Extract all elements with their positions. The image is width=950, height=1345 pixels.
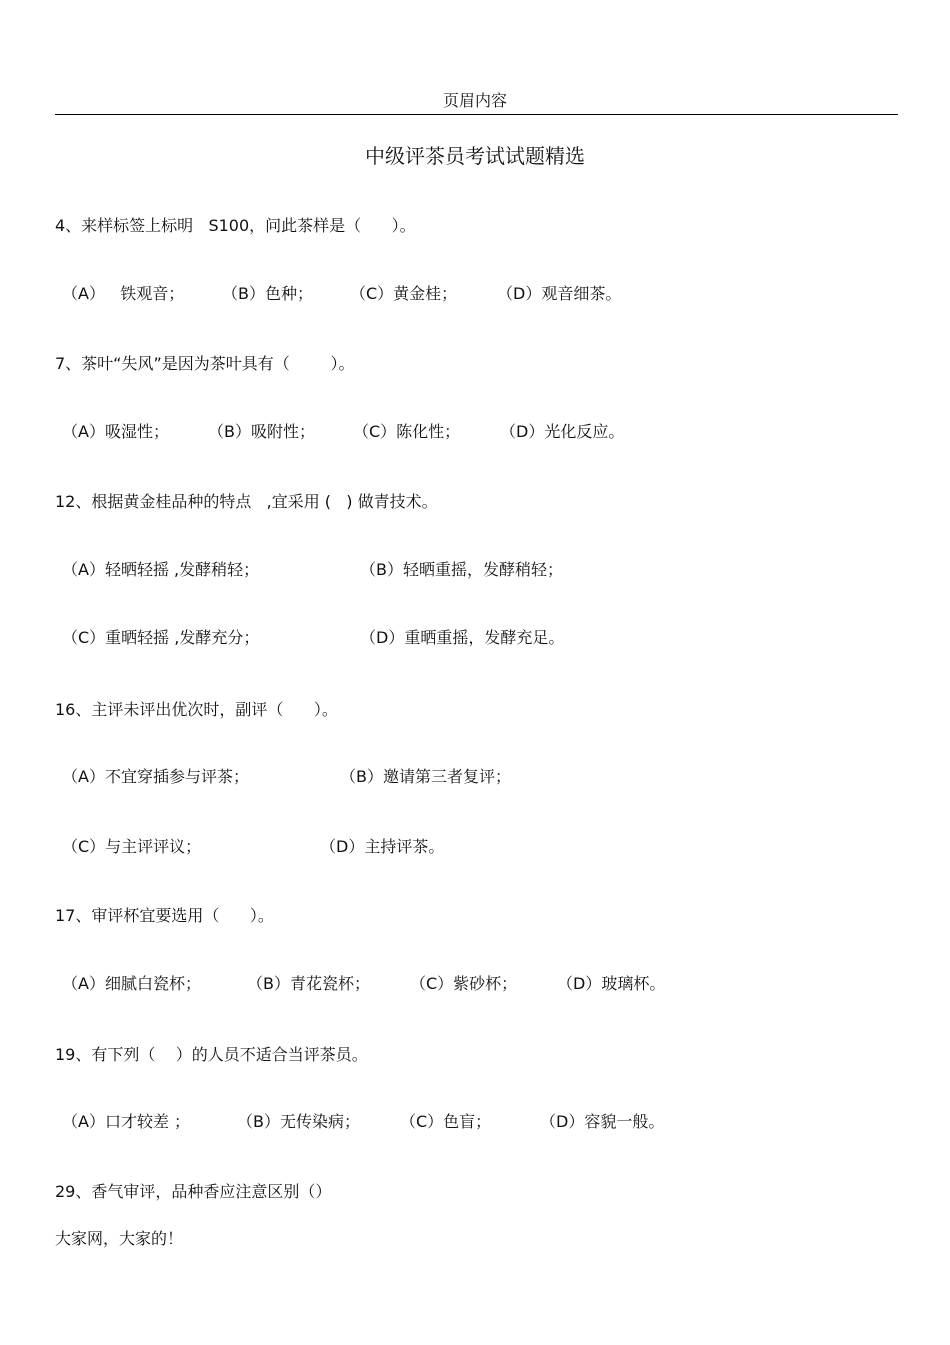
option-b: （B）青花瓷杯； [247,974,370,993]
question-stem: 17、审评杯宜要选用（ ）。 [55,906,274,925]
option-c: （C）重晒轻摇 ,发酵充分； [62,628,260,647]
option-a: （A）轻晒轻摇 ,发酵稍轻； [62,560,260,579]
option-c: （C）黄金桂； [350,284,458,303]
question-stem: 16、主评未评出优次时，副评（ ）。 [55,700,338,719]
question-stem: 4、来样标签上标明 S100，问此茶样是（ ）。 [55,216,416,235]
option-d: （D）玻璃杯。 [557,974,666,993]
document-title: 中级评茶员考试试题精选 [365,144,585,168]
header-divider [55,114,898,115]
option-c: （C）陈化性； [353,422,461,441]
option-a: （A）口才较差 ； [62,1112,191,1131]
question-stem: 12、根据黄金桂品种的特点 ,宜采用 ( ) 做青技术。 [55,492,438,511]
option-a: （A） 铁观音； [62,284,185,303]
option-a: （A）吸湿性； [62,422,169,441]
page-footer: 大家网，大家的！ [55,1229,184,1248]
option-b: （B）色种； [222,284,313,303]
option-c: （C）与主评评议； [62,837,202,856]
option-b: （B）吸附性； [208,422,315,441]
option-c: （C）紫砂杯； [410,974,518,993]
option-d: （D）容貌一般。 [540,1112,665,1131]
question-stem: 19、有下列（ ）的人员不适合当评茶员。 [55,1045,368,1064]
option-a: （A）不宜穿插参与评茶； [62,767,249,786]
option-a: （A）细腻白瓷杯； [62,974,201,993]
question-stem: 7、茶叶“失风”是因为茶叶具有（ ）。 [55,354,355,373]
page-header: 页眉内容 [442,91,507,110]
option-c: （C）色盲； [400,1112,492,1131]
option-b: （B）邀请第三者复评； [340,767,511,786]
option-b: （B）无传染病； [237,1112,360,1131]
option-d: （D）观音细茶。 [497,284,622,303]
option-d: （D）主持评茶。 [320,837,445,856]
option-d: （D）光化反应。 [500,422,625,441]
question-stem: 29、香气审评，品种香应注意区别（） [55,1182,332,1201]
option-b: （B）轻晒重摇，发酵稍轻； [360,560,563,579]
option-d: （D）重晒重摇，发酵充足。 [360,628,565,647]
